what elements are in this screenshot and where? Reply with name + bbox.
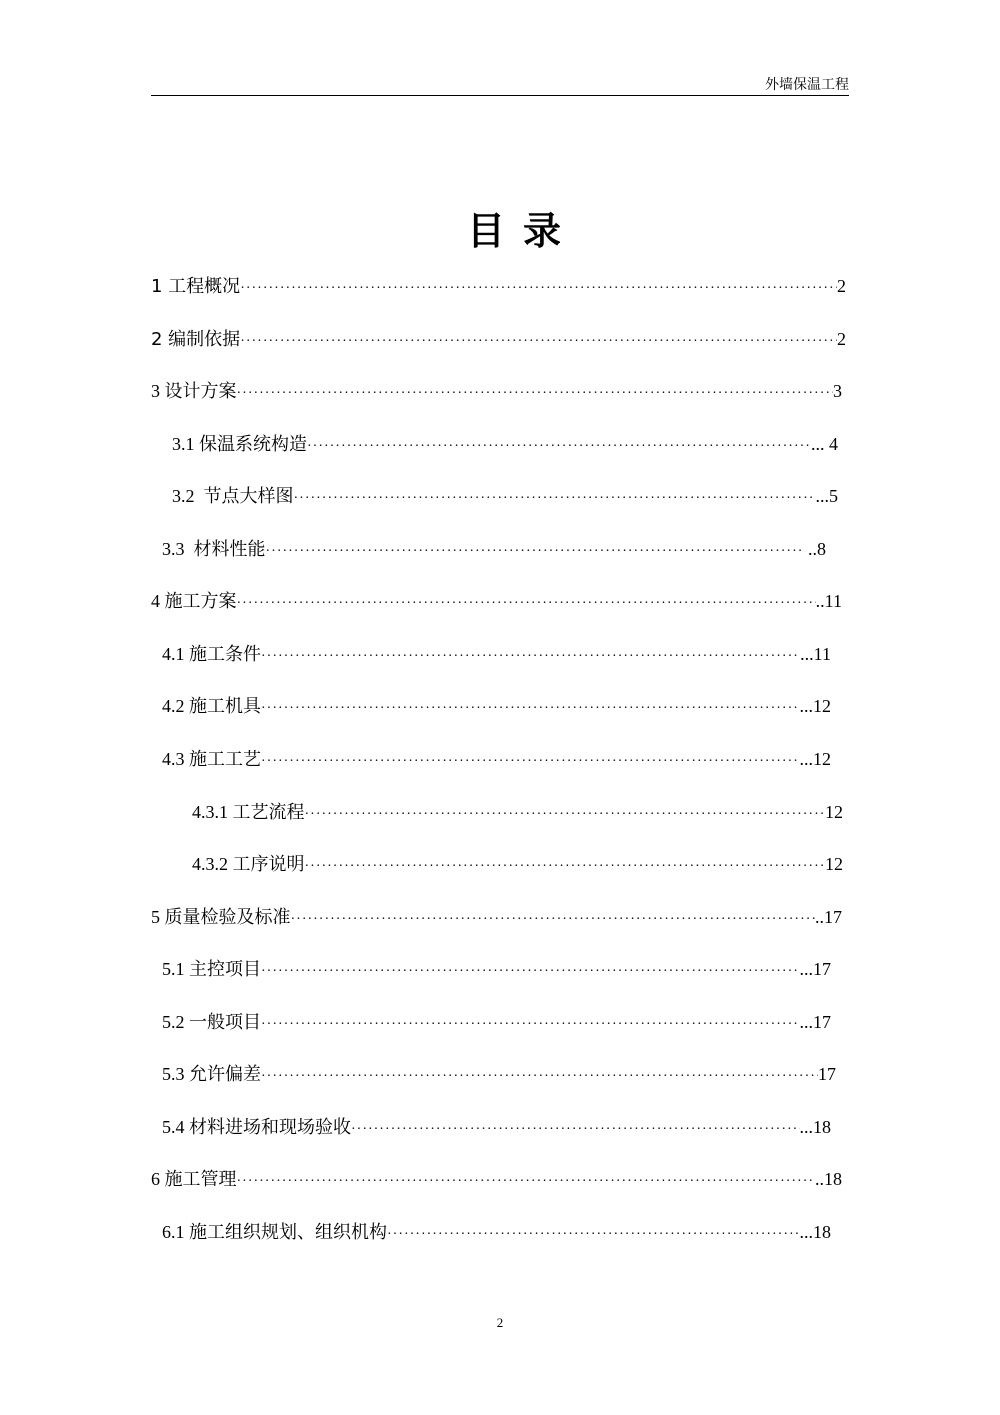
toc-entry[interactable] xyxy=(172,483,838,509)
toc-entry[interactable] xyxy=(162,536,826,562)
toc-entry[interactable] xyxy=(162,641,831,667)
toc-entry-page: ..17 xyxy=(815,906,842,927)
toc-entry[interactable] xyxy=(151,588,842,614)
toc-entry-label: 3.1 保温系统构造 xyxy=(172,433,307,454)
toc-entry[interactable] xyxy=(162,746,831,772)
toc-entry[interactable] xyxy=(151,904,842,930)
header-rule xyxy=(151,95,849,96)
toc-entry[interactable] xyxy=(162,693,831,719)
toc-entry-page: ...12 xyxy=(799,696,831,717)
toc-entry-label: 4.1 施工条件 xyxy=(162,643,261,664)
toc-entry-label: 6.1 施工组织规划、组织机构 xyxy=(162,1221,387,1242)
toc-entry[interactable] xyxy=(151,273,846,299)
toc-entry-label: 3.3 材料性能 xyxy=(162,538,266,559)
toc-entry[interactable] xyxy=(162,956,831,982)
toc-entry-label: 4 施工方案 xyxy=(151,591,237,612)
toc-entry-label: 4.3 施工工艺 xyxy=(162,748,261,769)
toc-entry-page: ..11 xyxy=(815,591,842,612)
toc-entry[interactable] xyxy=(151,1166,842,1192)
toc-entry-label: 4.3.2 工序说明 xyxy=(192,854,305,875)
toc-entry[interactable] xyxy=(151,378,842,404)
toc-entry[interactable] xyxy=(162,1219,831,1245)
toc-entry-label: 2 编制依据 xyxy=(151,328,241,350)
toc-entry-page: 12 xyxy=(825,801,843,822)
page-number: 2 xyxy=(496,1315,504,1330)
dot-leader xyxy=(387,1222,800,1248)
toc-entry[interactable] xyxy=(162,1009,831,1035)
dot-leader xyxy=(240,276,837,302)
dot-leader xyxy=(305,854,826,880)
dot-leader xyxy=(240,329,837,355)
dot-leader xyxy=(291,907,816,933)
toc-entry-label: 5.3 允许偏差 xyxy=(162,1064,261,1085)
toc-entry-page: ..8 xyxy=(803,538,826,559)
dot-leader xyxy=(237,591,816,617)
dot-leader xyxy=(237,1169,816,1195)
toc-entry-label: 1 工程概况 xyxy=(151,276,241,297)
running-header: 外墙保温工程 xyxy=(765,77,849,93)
dot-leader xyxy=(266,539,804,565)
toc-entry-page: 2 xyxy=(837,276,846,296)
dot-leader xyxy=(261,749,800,775)
toc-entry-label: 3 设计方案 xyxy=(151,381,237,402)
toc-entry-page: ...18 xyxy=(799,1221,831,1242)
toc-entry[interactable] xyxy=(151,326,846,352)
toc-entry-label: 5.1 主控项目 xyxy=(162,959,261,980)
dot-leader xyxy=(294,486,816,512)
toc-entry-label: 4.2 施工机具 xyxy=(162,696,261,717)
toc-entry-page: ...12 xyxy=(799,748,831,769)
toc-entry-page: ...17 xyxy=(799,1011,831,1032)
page-title: 目录 xyxy=(466,209,579,253)
toc-entry[interactable] xyxy=(192,851,843,877)
toc-entry-label: 5.2 一般项目 xyxy=(162,1011,261,1032)
toc-entry-label: 6 施工管理 xyxy=(151,1169,237,1190)
toc-entry[interactable] xyxy=(162,1061,836,1087)
dot-leader xyxy=(307,434,811,460)
toc-entry[interactable] xyxy=(192,799,843,825)
dot-leader xyxy=(261,1064,818,1090)
toc-entry-label: 4.3.1 工艺流程 xyxy=(192,801,305,822)
toc-entry-page: ...11 xyxy=(800,643,831,664)
toc-entry-page: 12 xyxy=(825,854,843,875)
toc-entry-label: 3.2 节点大样图 xyxy=(172,486,294,507)
toc-entry[interactable] xyxy=(162,1114,831,1140)
dot-leader xyxy=(261,644,800,670)
toc-entry[interactable] xyxy=(172,431,838,457)
toc-entry-label: 5 质量检验及标准 xyxy=(151,906,291,927)
toc-entry-page: 2 xyxy=(837,328,846,349)
toc-entry-label: 5.4 材料进场和现场验收 xyxy=(162,1116,351,1137)
dot-leader xyxy=(261,696,800,722)
dot-leader xyxy=(351,1117,800,1143)
toc-entry-page: ...5 xyxy=(815,486,838,507)
dot-leader xyxy=(305,802,826,828)
dot-leader xyxy=(261,1012,800,1038)
dot-leader xyxy=(237,381,834,407)
toc-entry-page: ...17 xyxy=(799,959,831,980)
toc-entry-page: 17 xyxy=(818,1064,836,1085)
toc-entry-page: ... 4 xyxy=(811,433,838,454)
dot-leader xyxy=(261,959,800,985)
toc-entry-page: 3 xyxy=(833,381,842,402)
toc-entry-page: ..18 xyxy=(815,1169,842,1190)
toc-entry-page: ...18 xyxy=(799,1116,831,1137)
